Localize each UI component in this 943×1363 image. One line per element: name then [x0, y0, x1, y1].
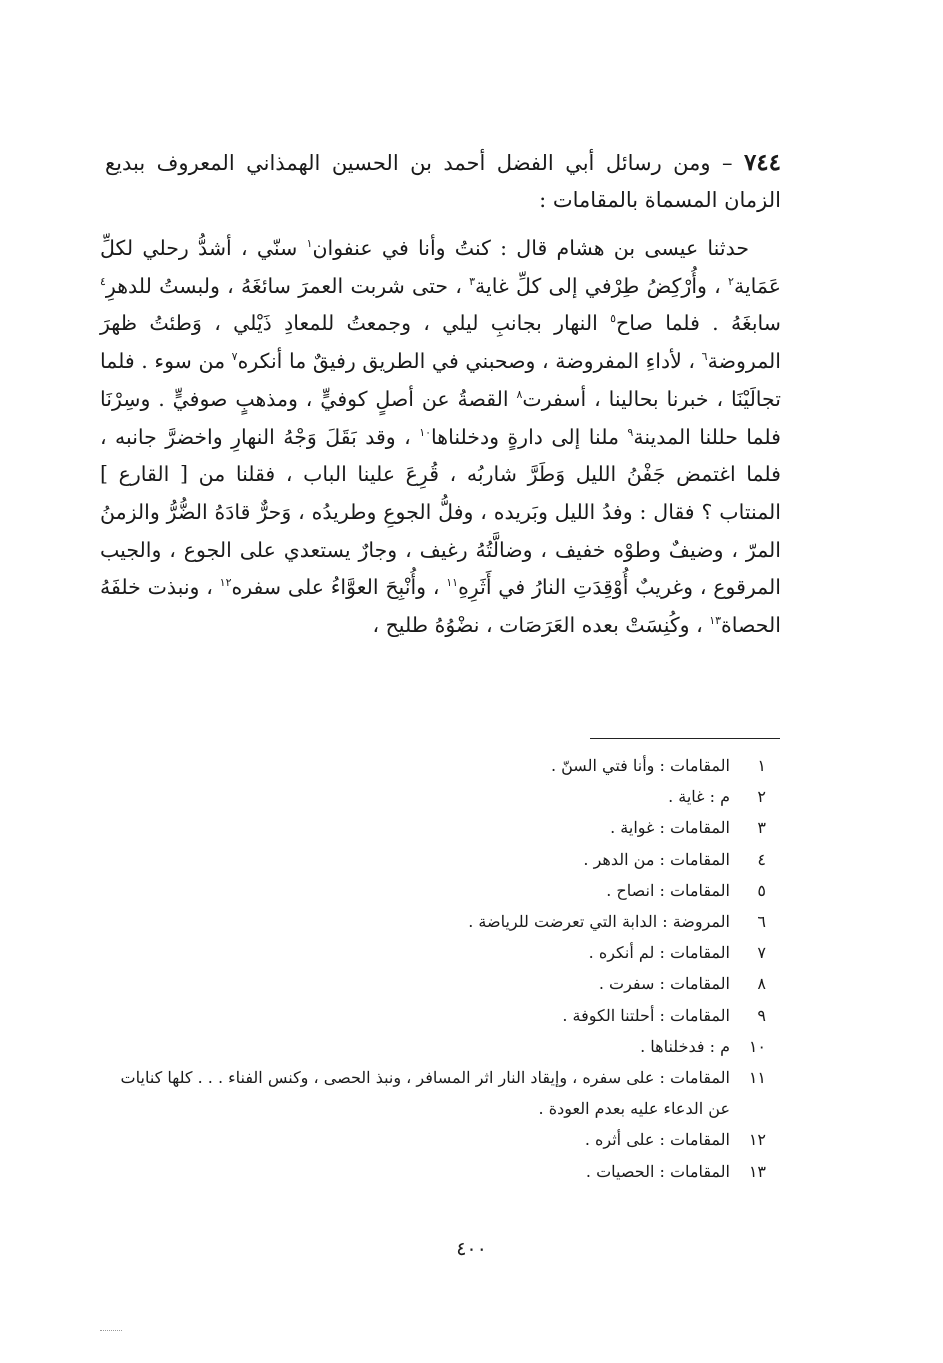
text-segment: سابغَهُ . فلما صاح: [616, 311, 781, 336]
footnote-item: [100, 1062, 766, 1124]
footnote-marker: ٨: [516, 387, 523, 401]
footnote-text: المروضة : الدابة التي تعرضت للرياضة .: [468, 912, 730, 932]
text-segment: ، حتى شربت العمرَ سائغَهُ ، ولبستُ للدهرِ: [105, 273, 470, 298]
section-heading: [105, 144, 781, 219]
footnote-marker: ٥: [610, 312, 617, 326]
footnote-item: [100, 906, 766, 937]
footnote-item: [100, 1031, 766, 1062]
footnote-item: [100, 1000, 766, 1031]
footnote-text: المقامات : سفرت .: [598, 974, 730, 994]
footnote-number: ١٢: [748, 1130, 766, 1150]
text-segment: ، ونبذت خلفَهُ الحصاة: [100, 575, 781, 638]
footnote-number: ٨: [757, 974, 766, 994]
footnote-number: ٢: [757, 787, 766, 807]
footnote-item: [100, 812, 766, 843]
footnote-marker: ٦: [701, 350, 708, 364]
footnote-text: المقامات : على سفره ، وإيقاد النار اثر المسافر ، ونبذ الحصى ، وكنس الفناء . . . كلها كنايات عن الدعاء عليه بعدم العودة .: [120, 1068, 730, 1119]
text-segment: ، وأُرْكِضُ طِرْفي إلى كلِّ غاية: [475, 273, 729, 298]
footnote-marker: ١٣: [709, 614, 722, 628]
footnote-text: م : غاية .: [668, 787, 730, 807]
footnote-item: [100, 1156, 766, 1187]
footnote-text: المقامات : على أثره .: [584, 1130, 730, 1150]
footnote-text: م : فدخلناها .: [640, 1036, 730, 1056]
footnote-number: ٩: [757, 1005, 766, 1025]
footnote-text: المقامات : من الدهر .: [583, 849, 730, 869]
footnote-marker: ٣: [469, 274, 476, 288]
footnotes-list: [100, 750, 766, 1187]
footnote-item: [100, 844, 766, 875]
footnote-number: ٤: [757, 849, 766, 869]
footnote-marker: ١٠: [419, 425, 432, 439]
footnote-text: المقامات : لم أنكره .: [588, 943, 730, 963]
footnote-marker: ٧: [231, 350, 238, 364]
footnote-number: ١١: [748, 1068, 766, 1088]
footnote-number: ١٠: [748, 1036, 766, 1056]
footnote-item: [100, 968, 766, 999]
footnote-number: ٧: [757, 943, 766, 963]
footnote-item: [100, 875, 766, 906]
footnote-marker: ٤: [100, 274, 106, 288]
text-segment: القصةُ عن أصلٍ كوفيٍّ ، ومذهبٍ صوفيٍّ . وسِرْنَا فلما حللنا المدينة: [100, 386, 781, 449]
footnote-number: ١٣: [748, 1161, 766, 1181]
text-segment: ، وكُنِسَتْ بعده العَرَصَات ، نضْوُهُ طليح ،: [372, 613, 710, 638]
footnote-marker: ١: [306, 237, 313, 251]
footnote-marker: ٢: [728, 274, 734, 288]
text-segment: ملنا إلى دارةٍ ودخلناها: [431, 424, 628, 449]
text-segment: النهار بجانبِ ليلي ، وجمعتُ للمعادِ ذَيْلي ، وَطئتُ ظهرَ المروضة: [100, 311, 781, 374]
text-segment: من سوء . فلما تجالَيْنَا ، خبرنا بحالينا ، أسفرت: [100, 349, 781, 411]
text-segment: ، وقد بَقَلَ وَجْهُ النهارِ واخضرَّ جانبه ، فلما اغتمض جَفْنُ الليل وَطَرَّ شاربُه ، قُرِعَ علينا الباب ، فقلنا من [ القارع ] المنتاب ؟ فقال : وفدُ الليل وبَريده ، وفلُّ الجوعِ وطريدُه ، وَحرٌّ قادَهُ الضُّرُّ والزمنُ المرّ ، وضيفٌ وطوْه خفيف ، وضالَّتُهُ رغيف ، وجارٌ يستعدي على الجوع ، والجيب المرقوع ، وغريبٌ أُوْقِدَتِ النارُ في أَثَرِهِ: [100, 424, 781, 600]
footnote-divider: [590, 738, 780, 739]
text-segment: ، لأداءِ المفروضة ، وصحبني في الطريق رفيقٌ ما أنكره: [237, 349, 702, 374]
footnote-text: المقامات : وأنا فتي السنّ .: [550, 756, 730, 775]
text-segment: ، وأُنْبِحَ العوَّاءُ على سفره: [231, 575, 447, 600]
footnote-number: ١: [757, 756, 766, 775]
footnote-marker: ١٢: [219, 576, 232, 590]
main-text: [100, 230, 781, 645]
footnote-item: [100, 750, 766, 781]
footnote-item: [100, 1124, 766, 1155]
footnote-marker: ١١: [446, 576, 459, 590]
footnote-text: المقامات : الحصيات .: [585, 1161, 730, 1181]
text-segment: حدثنا عيسى بن هشام قال : كنتُ وأنا في عنفوان: [312, 236, 750, 260]
text-segment: سنّي ، أشدُّ رحلي لكلِّ عَمَاية: [100, 236, 781, 298]
footnote-number: ٥: [757, 880, 766, 900]
footnote-item: [100, 937, 766, 968]
footnote-marker: ٩: [627, 425, 634, 439]
page-number: ٤٠٠: [456, 1238, 487, 1260]
footnote-item: [100, 781, 766, 812]
footnote-text: المقامات : أحلتنا الكوفة .: [562, 1005, 730, 1025]
footnote-text: المقامات : غواية .: [610, 818, 730, 838]
scan-smudge: [100, 1330, 122, 1334]
section-number: ٧٤٤: [743, 149, 781, 176]
footnote-text: المقامات : انصاح .: [606, 880, 730, 900]
footnote-number: ٣: [757, 818, 766, 838]
section-title: – ومن رسائل أبي الفضل أحمد بن الحسين الهمذاني المعروف ببديع الزمان المسماة بالمقامات :: [105, 151, 781, 212]
footnote-number: ٦: [757, 912, 766, 932]
